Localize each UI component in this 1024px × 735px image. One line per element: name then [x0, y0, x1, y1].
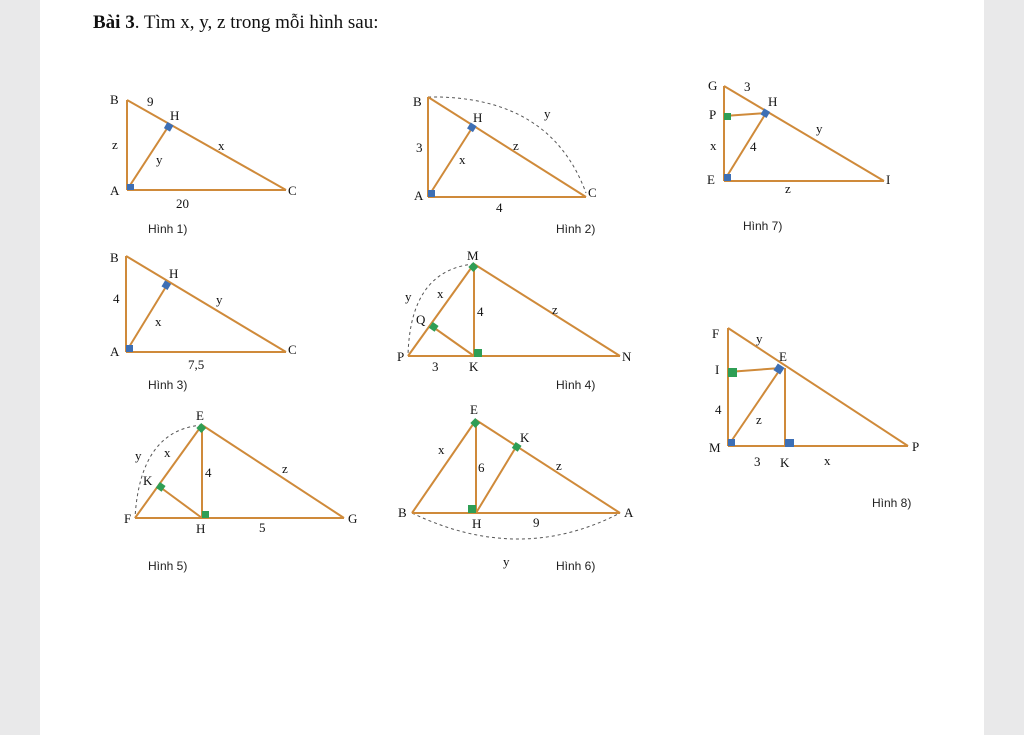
label-i: I — [715, 362, 720, 377]
figure-4 — [397, 248, 632, 392]
label-i: I — [886, 172, 891, 187]
label-z: z — [552, 302, 558, 317]
label-x: x — [459, 152, 466, 167]
label-ab: 4 — [113, 291, 120, 306]
label-c: C — [288, 183, 297, 198]
figure-caption: Hình 1) — [148, 222, 188, 236]
figure-caption: Hình 6) — [556, 559, 596, 573]
label-a: A — [110, 344, 120, 359]
label-mk: 3 — [754, 454, 761, 469]
label-c: C — [588, 185, 597, 200]
label-eh: 6 — [478, 460, 485, 475]
label-h: H — [472, 516, 482, 531]
edge-bc — [126, 256, 286, 352]
label-y: y — [135, 448, 142, 463]
label-h: H — [170, 108, 180, 123]
label-z: z — [556, 458, 562, 473]
edge-be — [412, 420, 476, 513]
label-p: P — [397, 349, 405, 364]
label-ha: 9 — [533, 515, 540, 530]
segment-hk — [160, 487, 202, 518]
arc-y — [412, 513, 620, 539]
figure-7 — [707, 78, 890, 233]
label-k: K — [520, 430, 530, 445]
label-y: y — [756, 331, 763, 346]
label-b: B — [110, 92, 119, 107]
label-z: z — [785, 181, 791, 196]
label-x: x — [155, 314, 162, 329]
label-g: G — [708, 78, 718, 93]
right-angle-mark — [785, 439, 794, 447]
label-y: y — [216, 292, 223, 307]
label-k: K — [780, 455, 790, 470]
label-x: x — [437, 286, 444, 301]
label-y: y — [405, 289, 412, 304]
figure-1 — [110, 92, 297, 236]
right-angle-mark — [126, 345, 133, 352]
label-ac: 4 — [496, 200, 503, 215]
segment-hk — [476, 447, 516, 513]
edge-gi — [724, 86, 884, 181]
label-e: E — [707, 172, 715, 187]
label-eh: 4 — [205, 465, 212, 480]
label-x: x — [824, 453, 831, 468]
label-f: F — [712, 326, 720, 341]
segment-me — [728, 368, 781, 446]
label-k: K — [143, 473, 153, 488]
right-angle-mark — [468, 505, 476, 513]
label-gh: 3 — [744, 79, 751, 94]
label-n: N — [622, 349, 632, 364]
label-mk: 4 — [477, 304, 484, 319]
label-g: G — [348, 511, 358, 526]
label-m: M — [467, 248, 479, 263]
altitude-eh — [724, 113, 766, 181]
edge-pm — [408, 264, 474, 356]
label-y: y — [544, 106, 551, 121]
label-e: E — [779, 349, 787, 364]
label-ac: 7,5 — [188, 357, 205, 372]
edge-fe — [135, 425, 202, 518]
label-a: A — [414, 188, 424, 203]
right-angle-mark — [724, 113, 731, 120]
figure-8 — [709, 326, 919, 510]
right-angle-mark — [728, 439, 735, 446]
label-z: z — [112, 137, 118, 152]
exercise-number: Bài 3 — [93, 12, 135, 33]
edge-bc — [127, 100, 286, 190]
segment-kq — [433, 327, 474, 356]
label-y: y — [503, 554, 510, 569]
label-c: C — [288, 342, 297, 357]
right-angle-mark — [724, 174, 731, 181]
right-angle-mark — [761, 108, 771, 118]
label-f: F — [124, 511, 132, 526]
label-k: K — [469, 359, 479, 374]
figure-caption: Hình 7) — [743, 219, 783, 233]
label-im: 4 — [715, 402, 722, 417]
right-angle-mark — [127, 184, 134, 190]
edge-bc — [428, 97, 586, 197]
figure-caption: Hình 3) — [148, 378, 188, 392]
label-x: x — [710, 138, 717, 153]
label-eh: 4 — [750, 139, 757, 154]
figure-caption: Hình 5) — [148, 559, 188, 573]
label-e: E — [196, 408, 204, 423]
label-hg: 5 — [259, 520, 266, 535]
label-h: H — [768, 94, 778, 109]
label-p: P — [709, 107, 717, 122]
right-angle-mark — [428, 190, 435, 197]
label-x: x — [218, 138, 225, 153]
right-angle-mark — [474, 349, 482, 357]
label-a: A — [110, 183, 120, 198]
edge-ea — [476, 420, 620, 513]
label-p: P — [912, 439, 920, 454]
label-h: H — [473, 110, 483, 125]
figure-2 — [413, 94, 597, 236]
exercise-instruction: . Tìm x, y, z trong mỗi hình sau: — [134, 12, 379, 33]
label-ac: 20 — [176, 196, 189, 211]
label-h: H — [196, 521, 206, 536]
figure-caption: Hình 4) — [556, 378, 596, 392]
label-b: B — [413, 94, 422, 109]
label-z: z — [513, 138, 519, 153]
figure-3 — [110, 250, 297, 392]
label-pk: 3 — [432, 359, 439, 374]
figure-5 — [124, 408, 357, 573]
figure-caption: Hình 8) — [872, 496, 912, 510]
label-ab: 3 — [416, 140, 423, 155]
figure-6 — [398, 402, 634, 573]
label-h: H — [169, 266, 179, 281]
right-angle-mark — [202, 511, 209, 518]
label-q: Q — [416, 312, 426, 327]
label-a: A — [624, 505, 634, 520]
label-x: x — [164, 445, 171, 460]
label-z: z — [282, 461, 288, 476]
label-b: B — [398, 505, 407, 520]
edge-eg — [202, 425, 344, 518]
right-angle-mark — [728, 368, 737, 377]
label-b: B — [110, 250, 119, 265]
label-bh: 9 — [147, 94, 154, 109]
label-m: M — [709, 440, 721, 455]
edge-mn — [474, 264, 620, 356]
edge-fp — [728, 328, 908, 446]
label-e: E — [470, 402, 478, 417]
label-y: y — [816, 121, 823, 136]
figure-caption: Hình 2) — [556, 222, 596, 236]
label-z: z — [756, 412, 762, 427]
label-x: x — [438, 442, 445, 457]
label-y: y — [156, 152, 163, 167]
